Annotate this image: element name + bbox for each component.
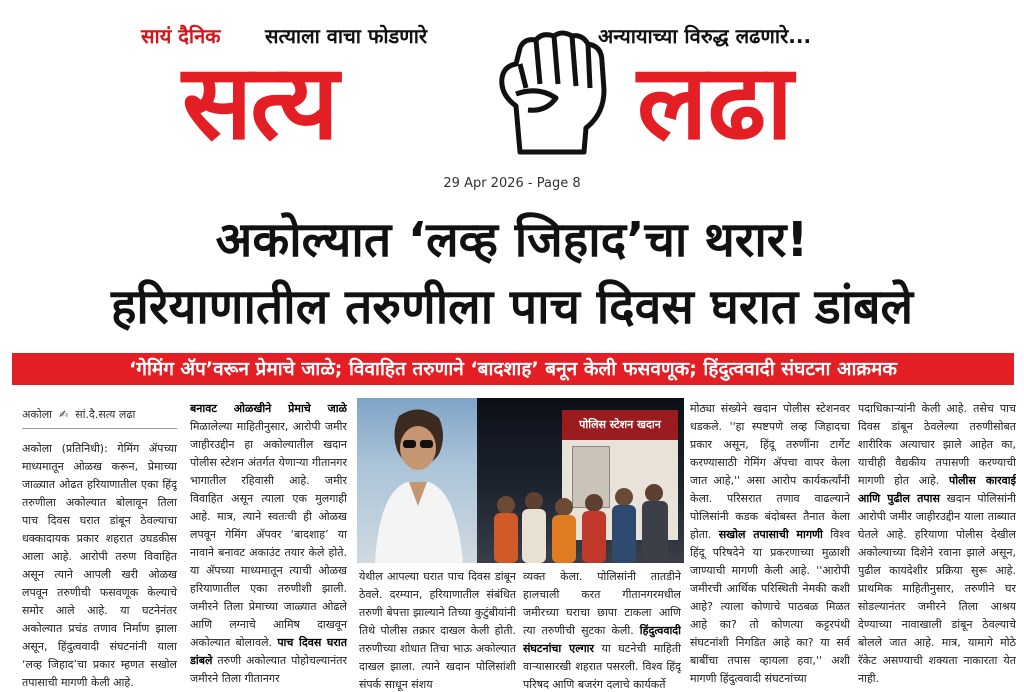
logo-word-satya: सत्य [182,40,337,163]
column-2-text-a: मिळालेल्या माहितीनुसार, आरोपी जमीर जाहीरउद्दीन हा अकोल्यातील खदान पोलीस स्टेशन अंतर्गत येणाऱ्या गीतानगर भागातील रहिवासी आहे. जमीर विवाहित असून त्याला एक मुलगाही आहे. मात्र, त्याने स्वतःची ही ओळख लपवून गेमिंग ॲपवर ‘बादशाह’ या नावाने बनावट अकाउंट तयार केले होते. या ॲपच्या माध्यमातून त्याची ओळख हरियाणातील एका तरुणीशी झाली. जमीरने तिला प्रेमाच्या जाळ्यात ओढले आणि लग्नाचे आमिष दाखवून अकोल्यात बोलावले. [190,420,347,649]
article-column-5 [690,400,850,692]
headline-line-2: हरियाणातील तरुणीला पाच दिवस घरात डांबले [110,279,914,335]
news-photo [357,398,684,563]
column-5-text-a: मोठ्या संख्येने खदान पोलीस स्टेशनवर धडकले. ''हा स्पष्टपणे लव्ह जिहादचा प्रकार असून, हिंदू तरुणींना टार्गेट करण्यासाठी गेमिंग ॲपचा वापर केला जात आहे,'' असा आरोप कार्यकर्त्यांनी केला. परिसरात तणाव वाढल्याने पोलिसांनी कडक बंदोबस्त तैनात केला होता. [690,402,850,541]
column-3-text: येथील आपल्या घरात पाच दिवस डांबून ठेवले. दरम्यान, हरियाणातील संबंधित तरुणी बेपत्ता झाल्याने तिच्या कुटुंबीयांनी तिथे पोलीस तक्रार दाखल केली होती. तरुणीच्या शोधात तिचा भाऊ अकोल्यात दाखल झाला. त्याने खदान पोलिसांशी संपर्क साधून संशय [359,570,516,691]
byline [22,407,177,422]
tagline-evening-daily: सायं दैनिक [141,24,221,48]
police-station-sign: पोलिस स्टेशन खदान [562,410,678,440]
tagline-left: सत्याला वाचा फोडणारे [265,24,428,48]
masthead [0,0,1024,200]
article-column-3 [359,568,516,692]
column-6-text-a: पदाधिकाऱ्यांनी केली आहे. तसेच पाच दिवस डांबून ठेवलेल्या तरुणीसोबत शारीरिक अत्याचार झाले आहेत का, याचीही वैद्यकीय तपासणी करण्याची मागणी होत आहे. [858,402,1016,487]
tagline-right: अन्यायाच्या विरुद्ध लढणारे... [598,24,812,48]
byline-source: सां.दै.सत्य लढा [75,408,136,421]
subheading-police-action: पोलीस कारवाई आणि पुढील तपास [858,474,1016,505]
column-6-text-b: खदान पोलिसांनी आरोपी जमीर जाहीरउद्दीन याला ताब्यात घेतले आहे. हरियाणा पोलीस देखील अकोल्याच्या दिशेने रवाना झाले असून, पुढील कायदेशीर प्रक्रिया सुरू आहे. प्राथमिक माहितीनुसार, तरुणीने घर सोडल्यानंतर जमीरने तिला आश्रय देण्याच्या नावाखाली डांबून ठेवल्याचे बोलले जात आहे. मात्र, यामागे मोठे रॅकेट असण्याची शक्यता नाकारता येत नाही. [858,492,1016,685]
article-column-2 [190,400,347,692]
subheading-hindutva-protest: हिंदुत्ववादी संघटनांचा एल्गार [523,624,681,655]
subheading-thorough-probe: सखोल तपासाची मागणी [718,528,823,541]
article-column-1 [22,440,177,692]
column-4-text-b: या घटनेची माहिती वाऱ्यासारखी शहरात पसरली. विश्व हिंदू परिषद आणि बजरंग दलाचे कार्यकर्ते [523,642,681,691]
raised-fist-icon [486,28,620,156]
article-column-6 [858,400,1016,692]
column-4-text-a: व्यक्त केला. पोलिसांनी तातडीने हालचाली करत गीतानगरमधील जमीरच्या घराचा छापा टाकला आणि त्या तरुणीची सुटका केली. [523,570,681,637]
byline-place: अकोला [22,408,53,421]
dateline: 29 Apr 2026 - Page 8 [443,176,581,191]
byline-divider [22,428,177,429]
logo-word-ladha: लढा [637,40,794,163]
subheading-five-days-confined: पाच दिवस घरात डांबले [190,636,347,667]
accused-portrait [369,406,467,563]
column-2-text-b: तरुणी अकोल्यात पोहोचल्यानंतर जमीरने तिला गीतानगर [190,654,347,685]
article-column-4 [523,568,681,692]
subheading-fake-identity: बनावट ओळखीने प्रेमाचे जाळे [190,402,347,415]
pen-icon: ✍ [55,408,72,421]
headline-line-1: अकोल्यात ‘लव्ह जिहाद’चा थरार! [215,212,809,268]
column-5-text-b: विश्व हिंदू परिषदेने या प्रकरणाच्या मुळाशी जाण्याची मागणी केली आहे. ''आरोपी जमीरची आर्थिक परिस्थिती नेमकी कशी आहे? त्याला कोणाचे पाठबळ मिळत आहे का? तो कोणत्या कट्टरपंथी संघटनांशी निगडित आहे का? या सर्व बाबींचा तपास व्हायला हवा,'' अशी मागणी हिंदुत्ववादी संघटनांच्या [690,528,850,685]
subheadline-banner: ‘गेमिंग ॲप’वरून प्रेमाचे जाळे; विवाहित तरुणाने ‘बादशाह’ बनून केली फसवणूक; हिंदुत्ववादी संघटना आक्रमक [12,353,1014,385]
column-1-text: अकोला (प्रतिनिधी): गेमिंग ॲपच्या माध्यमातून ओळख करून, प्रेमाच्या जाळ्यात ओढत हरियाणातील एका हिंदू तरुणीला अकोल्यात बोलावून तिला पाच दिवस घरात डांबून ठेवल्याचा धक्कादायक प्रकार शहरात उघडकीस आला आहे. आरोपी तरुण विवाहित असून त्याने आपली खरी ओळख लपवून तरुणीची फसवणूक केल्याचे समोर आले आहे. या घटनेनंतर अकोल्यात प्रचंड तणाव निर्माण झाला असून, हिंदुत्ववादी संघटनांनी याला ‘लव्ह जिहाद’चा प्रकार म्हणत सखोल तपासाची मागणी केली आहे. [22,442,177,689]
crowd-at-police-station [484,483,682,563]
